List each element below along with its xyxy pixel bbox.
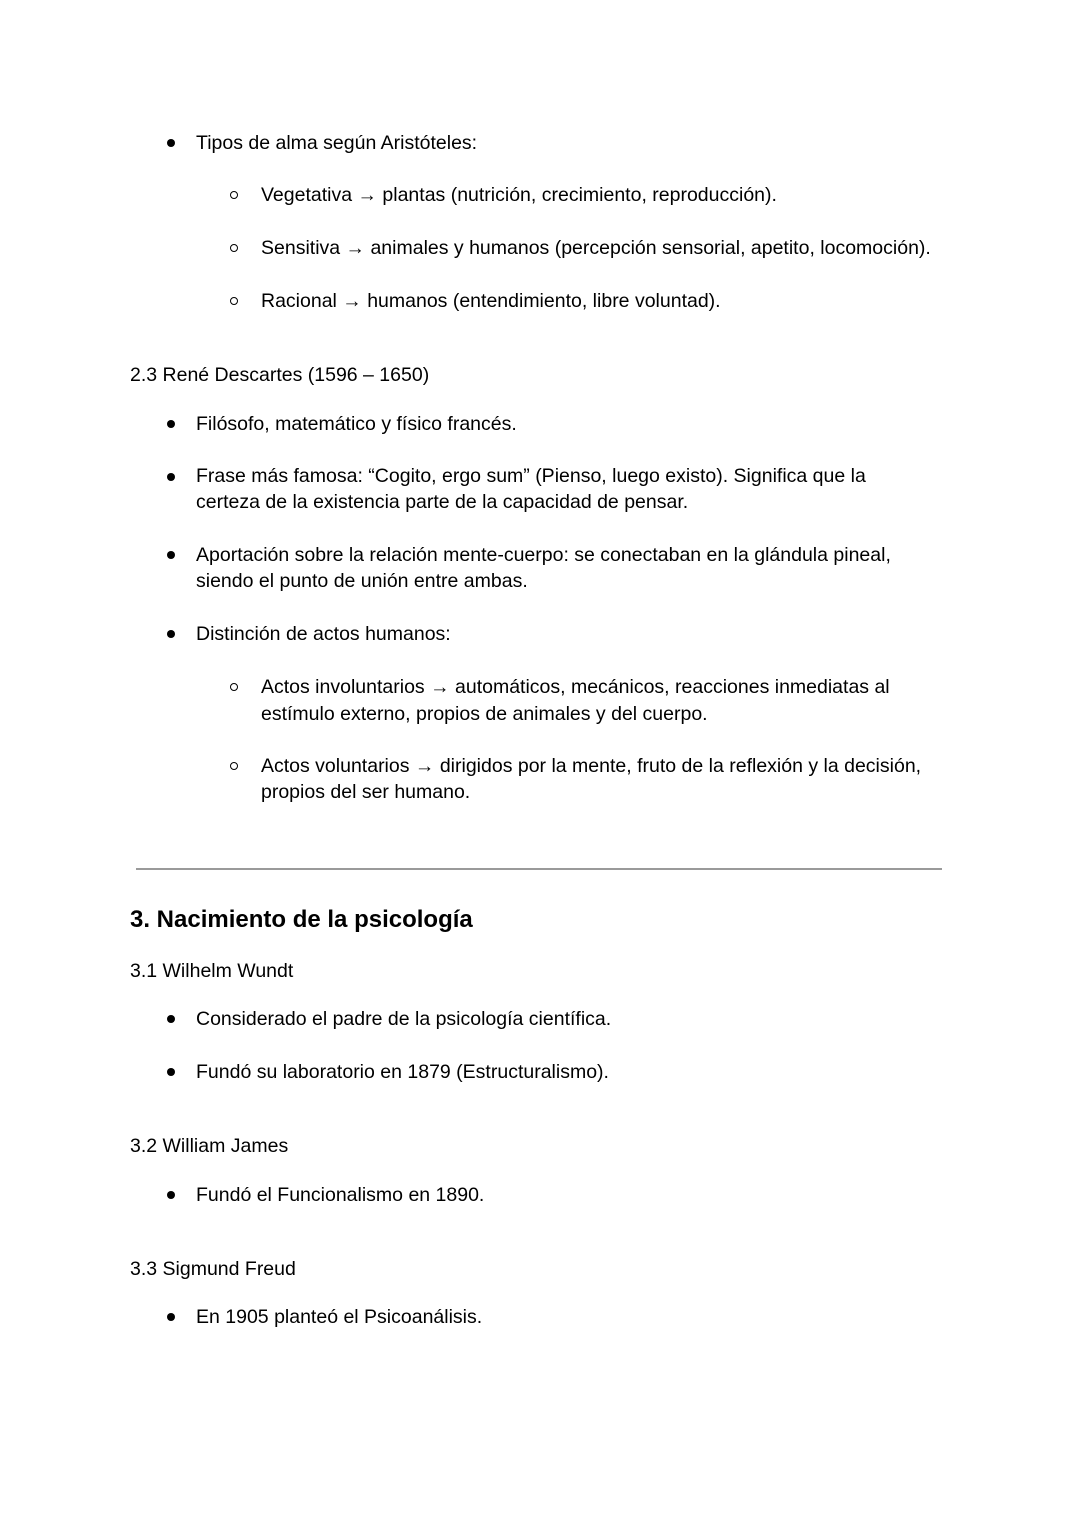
- bullet-disc-icon: [167, 1068, 175, 1076]
- bullet-disc-icon: [167, 1313, 175, 1321]
- bullet-disc-icon: [167, 139, 175, 147]
- subsection-heading: 3.3 Sigmund Freud: [130, 1258, 296, 1280]
- sub-list-item-line: estímulo externo, propios de animales y del cuerpo.: [261, 703, 708, 725]
- sub-list-item: Vegetativa → plantas (nutrición, crecimiento, reproducción).: [261, 184, 777, 206]
- section-title: 3. Nacimiento de la psicología: [130, 906, 473, 933]
- list-item-line: siendo el punto de unión entre ambas.: [196, 570, 528, 592]
- bullet-circle-icon: [230, 244, 238, 252]
- list-item: En 1905 planteó el Psicoanálisis.: [196, 1306, 483, 1328]
- bullet-disc-icon: [167, 473, 175, 481]
- sub-list-item-line: Actos voluntarios → dirigidos por la mente, fruto de la reflexión y la decisión,: [261, 755, 922, 777]
- bullet-disc-icon: [167, 420, 175, 428]
- sub-list-item-line: propios del ser humano.: [261, 781, 471, 803]
- list-item: Tipos de alma según Aristóteles:: [196, 132, 478, 154]
- subsection-heading: 3.1 Wilhelm Wundt: [130, 960, 294, 982]
- bullet-circle-icon: [230, 191, 238, 199]
- bullet-disc-icon: [167, 1191, 175, 1199]
- sub-list-item: Sensitiva → animales y humanos (percepción sensorial, apetito, locomoción).: [261, 237, 931, 259]
- subsection-heading: 2.3 René Descartes (1596 – 1650): [130, 364, 430, 386]
- subsection-heading: 3.2 William James: [130, 1135, 289, 1157]
- bullet-disc-icon: [167, 551, 175, 559]
- list-item: Distinción de actos humanos:: [196, 623, 451, 645]
- horizontal-divider: [136, 868, 942, 870]
- bullet-circle-icon: [230, 683, 238, 691]
- sub-list-item: Racional → humanos (entendimiento, libre voluntad).: [261, 290, 721, 312]
- list-item: Filósofo, matemático y físico francés.: [196, 413, 517, 435]
- list-item-line: certeza de la existencia parte de la capacidad de pensar.: [196, 491, 689, 513]
- bullet-disc-icon: [167, 1015, 175, 1023]
- list-item: Fundó su laboratorio en 1879 (Estructuralismo).: [196, 1061, 609, 1083]
- list-item-line: Frase más famosa: “Cogito, ergo sum” (Pienso, luego existo). Significa que la: [196, 465, 866, 487]
- list-item: Fundó el Funcionalismo en 1890.: [196, 1184, 485, 1206]
- bullet-circle-icon: [230, 762, 238, 770]
- sub-list-item-line: Actos involuntarios → automáticos, mecánicos, reacciones inmediatas al: [261, 676, 890, 698]
- list-item: Considerado el padre de la psicología científica.: [196, 1008, 612, 1030]
- bullet-circle-icon: [230, 297, 238, 305]
- bullet-disc-icon: [167, 630, 175, 638]
- list-item-line: Aportación sobre la relación mente-cuerpo: se conectaban en la glándula pineal,: [196, 544, 891, 566]
